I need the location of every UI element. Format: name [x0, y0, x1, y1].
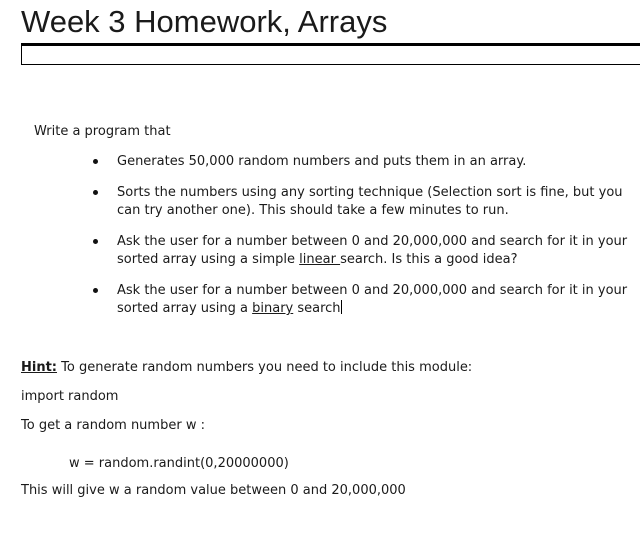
bullet-icon — [93, 288, 98, 293]
hint-paragraph — [21, 359, 472, 377]
task-list — [93, 153, 628, 331]
bullet-icon — [93, 239, 98, 244]
bullet-text: Ask the user for a number between 0 and 20,000,000 and search for it in your — [117, 234, 628, 249]
binary-link[interactable]: binary — [252, 301, 294, 316]
bullet-icon — [93, 190, 98, 195]
list-item — [93, 153, 613, 171]
import-line: import random — [21, 389, 119, 404]
bullet-text: Sorts the numbers using any sorting technique (Selection sort is fine, but you — [117, 185, 623, 200]
text-cursor — [341, 300, 342, 314]
hint-label: Hint: — [21, 360, 58, 375]
page-title: Week 3 Homework, Arrays — [21, 4, 388, 39]
result-line: This will give w a random value between 0 and 20,000,000 — [21, 483, 406, 498]
bullet-text: sorted array using a simple — [117, 252, 300, 267]
bullet-text: sorted array using a — [117, 301, 253, 316]
bullet-text: Generates 50,000 random numbers and puts them in an array. — [117, 154, 527, 169]
bullet-text: search. Is this a good idea? — [340, 252, 518, 267]
title-box-border — [21, 45, 640, 65]
code-line: w = random.randint(0,20000000) — [69, 456, 289, 471]
list-item — [93, 233, 628, 269]
bullet-text-line — [117, 300, 613, 318]
intro-text: Write a program that — [34, 124, 171, 139]
bullet-text: search — [293, 301, 341, 316]
linear-link[interactable]: linear — [299, 252, 341, 267]
bullet-text-line — [117, 251, 613, 269]
bullet-text: Ask the user for a number between 0 and 20,000,000 and search for it in your — [117, 283, 628, 298]
bullet-icon — [93, 159, 98, 164]
hint-text: To generate random numbers you need to include this module: — [57, 360, 473, 375]
list-item — [93, 184, 623, 220]
bullet-text: can try another one). This should take a few minutes to run. — [117, 203, 509, 218]
get-random-line: To get a random number w : — [21, 418, 205, 433]
list-item — [93, 282, 628, 318]
